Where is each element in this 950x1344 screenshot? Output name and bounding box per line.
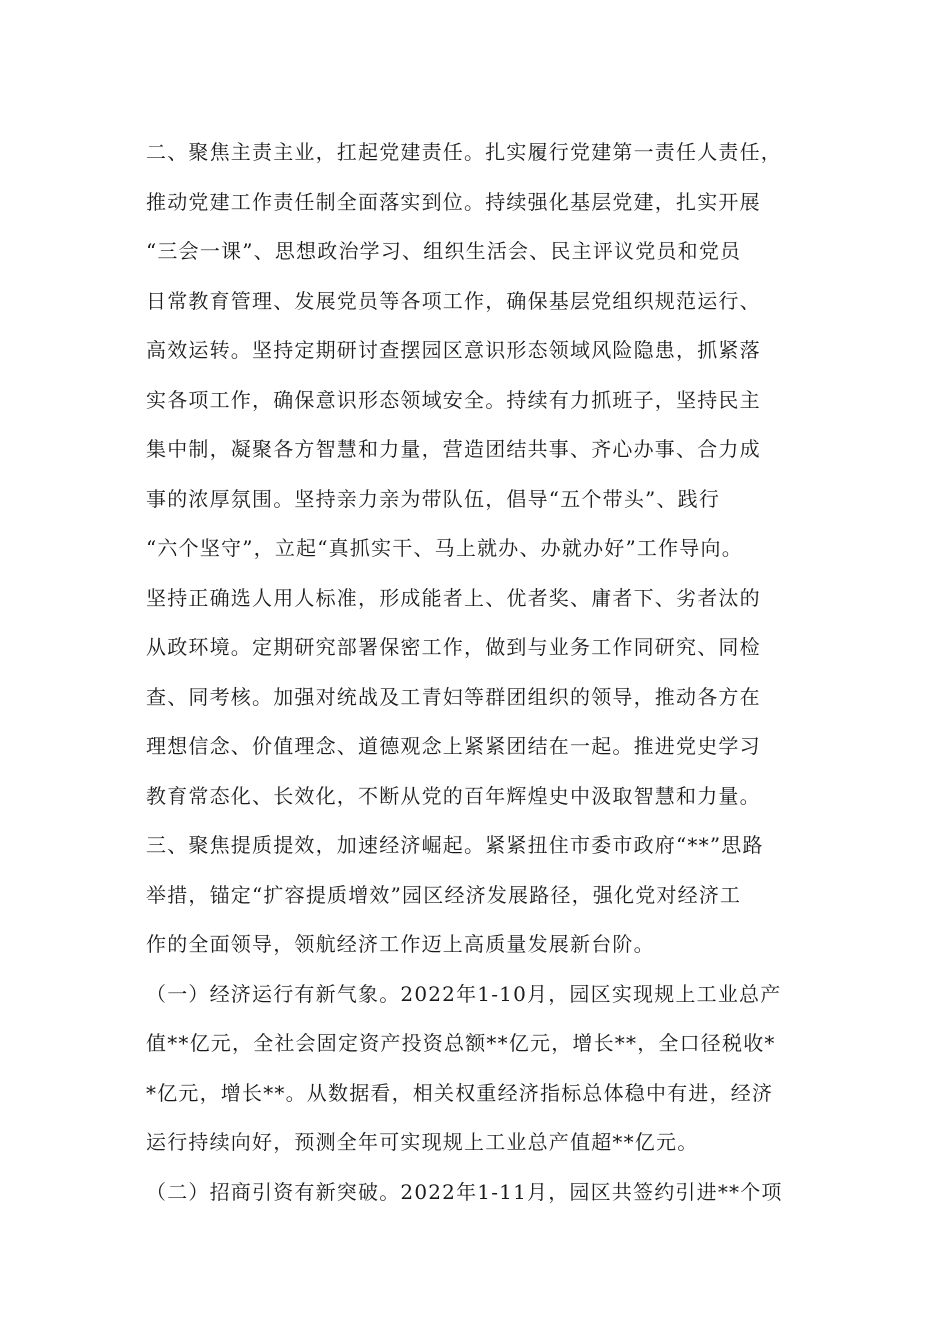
text-line: 实各项工作，确保意识形态领域安全。持续有力抓班子，坚持民主 bbox=[146, 387, 761, 412]
text-line: （一）经济运行有新气象。2022年1-10月，园区实现规上工业总产 bbox=[146, 981, 782, 1006]
text-line: 集中制，凝聚各方智慧和力量，营造团结共事、齐心办事、合力成 bbox=[146, 437, 761, 461]
text-line: 理想信念、价值理念、道德观念上紧紧团结在一起。推进党史学习 bbox=[146, 734, 761, 758]
text-line: 高效运转。坚持定期研讨查摆园区意识形态领域风险隐患，抓紧落 bbox=[146, 338, 761, 362]
text-line: “六个坚守”，立起“真抓实干、马上就办、办就办好”工作导向。 bbox=[146, 536, 743, 560]
text-line: 教育常态化、长效化，不断从党的百年辉煌史中汲取智慧和力量。 bbox=[146, 783, 761, 808]
text-line: 查、同考核。加强对统战及工青妇等群团组织的领导，推动各方在 bbox=[146, 684, 761, 709]
text-line: 二、聚焦主责主业，扛起党建责任。扎实履行党建第一责任人责任， bbox=[146, 140, 782, 164]
text-line: 三、聚焦提质提效，加速经济崛起。紧紧扭住市委市政府“**”思路 bbox=[146, 833, 764, 857]
text-line: 事的浓厚氛围。坚持亲力亲为带队伍，倡导“五个带头”、践行 bbox=[146, 486, 721, 511]
body-text bbox=[146, 128, 826, 1217]
text-line: 举措，锚定“扩容提质增效”园区经济发展路径，强化党对经济工 bbox=[146, 882, 742, 907]
text-line: 值**亿元，全社会固定资产投资总额**亿元，增长**，全口径税收* bbox=[146, 1031, 776, 1055]
text-line: 从政环境。定期研究部署保密工作，做到与业务工作同研究、同检 bbox=[146, 635, 761, 659]
text-line: 运行持续向好，预测全年可实现规上工业总产值超**亿元。 bbox=[146, 1130, 699, 1154]
text-line: （二）招商引资有新突破。2022年1-11月，园区共签约引进**个项 bbox=[146, 1179, 783, 1204]
text-line: 推动党建工作责任制全面落实到位。持续强化基层党建，扎实开展 bbox=[146, 189, 761, 214]
text-line: “三会一课”、思想政治学习、组织生活会、民主评议党员和党员 bbox=[146, 239, 742, 263]
text-line: 作的全面领导，领航经济工作迈上高质量发展新台阶。 bbox=[146, 932, 655, 956]
text-line: 日常教育管理、发展党员等各项工作，确保基层党组织规范运行、 bbox=[146, 288, 761, 313]
text-line: 坚持正确选人用人标准，形成能者上、优者奖、庸者下、劣者汰的 bbox=[146, 585, 761, 610]
text-line: *亿元，增长**。从数据看，相关权重经济指标总体稳中有进，经济 bbox=[146, 1080, 774, 1105]
